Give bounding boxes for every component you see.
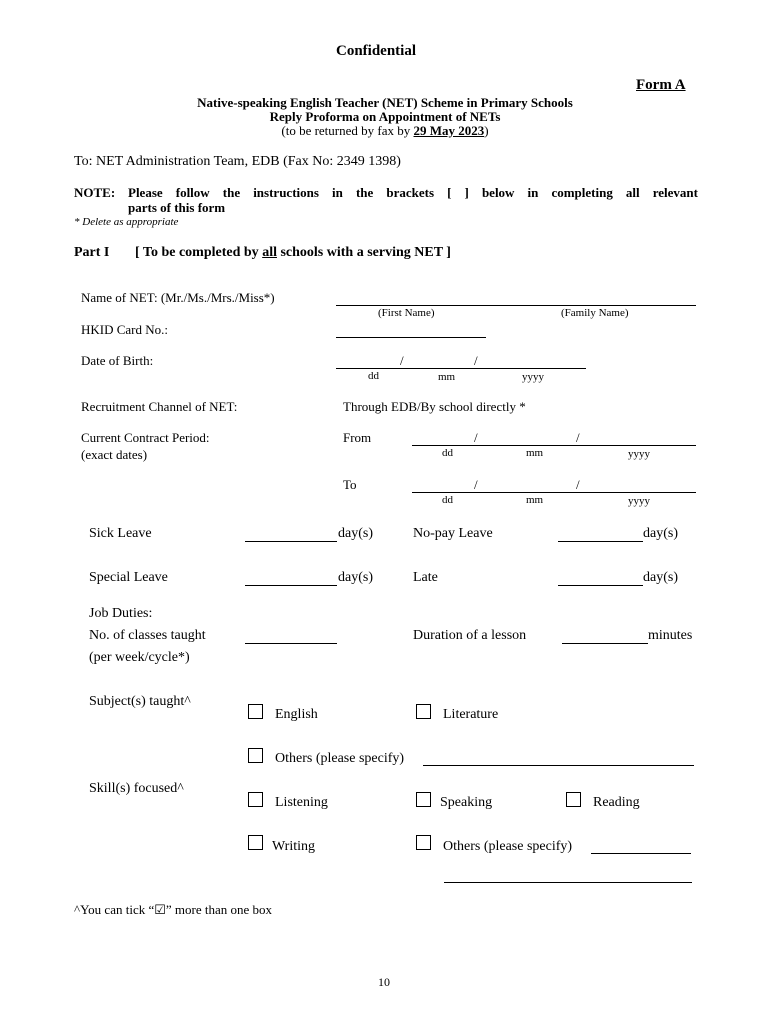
nopay-leave-input[interactable] bbox=[558, 541, 643, 542]
from-yyyy: yyyy bbox=[628, 448, 650, 460]
subject-others-checkbox[interactable] bbox=[248, 748, 263, 763]
hkid-input-line[interactable] bbox=[336, 337, 486, 338]
skills-label: Skill(s) focused^ bbox=[89, 781, 184, 796]
duration-input[interactable] bbox=[562, 643, 648, 644]
sick-leave-unit: day(s) bbox=[338, 526, 373, 541]
dob-label: Date of Birth: bbox=[81, 353, 154, 368]
delete-note: * Delete as appropriate bbox=[74, 216, 179, 228]
speaking-checkbox[interactable] bbox=[416, 792, 431, 807]
dob-dd: dd bbox=[368, 370, 379, 382]
return-suffix: ) bbox=[484, 123, 489, 138]
note-text: Please follow the instructions in the brackets [ ] below in completing all relevant bbox=[128, 185, 698, 200]
confidential-label: Confidential bbox=[336, 43, 417, 59]
dob-mm: mm bbox=[438, 371, 456, 383]
from-dd: dd bbox=[442, 447, 453, 459]
to-date-line[interactable] bbox=[412, 492, 696, 493]
family-name-caption: (Family Name) bbox=[561, 307, 629, 319]
part-instruction bbox=[135, 245, 451, 261]
subjects-label: Subject(s) taught^ bbox=[89, 694, 191, 709]
to-dd: dd bbox=[442, 494, 453, 506]
page-number: 10 bbox=[378, 975, 390, 989]
recruit-label: Recruitment Channel of NET: bbox=[81, 399, 238, 414]
from-label: From bbox=[343, 430, 372, 445]
special-leave-unit: day(s) bbox=[338, 570, 373, 585]
skill-others-input-2[interactable] bbox=[444, 882, 692, 883]
literature-label: Literature bbox=[443, 707, 499, 722]
subject-others-input[interactable] bbox=[423, 765, 694, 766]
classes-label: No. of classes taught bbox=[89, 628, 206, 643]
dob-yyyy: yyyy bbox=[522, 371, 544, 383]
skill-others-checkbox[interactable] bbox=[416, 835, 431, 850]
dob-slash-2: / bbox=[474, 353, 478, 368]
hkid-label: HKID Card No.: bbox=[81, 322, 169, 337]
sick-leave-label: Sick Leave bbox=[89, 526, 152, 541]
form-label: Form A bbox=[636, 77, 686, 93]
form-title: Native-speaking English Teacher (NET) Scheme in Primary Schools bbox=[197, 95, 573, 110]
late-label: Late bbox=[413, 570, 438, 585]
writing-checkbox[interactable] bbox=[248, 835, 263, 850]
skill-others-label: Others (please specify) bbox=[443, 839, 573, 854]
from-slash-1: / bbox=[474, 430, 478, 445]
literature-checkbox[interactable] bbox=[416, 704, 431, 719]
from-slash-2: / bbox=[576, 430, 580, 445]
reading-checkbox[interactable] bbox=[566, 792, 581, 807]
subject-others-label: Others (please specify) bbox=[275, 751, 405, 766]
reading-label: Reading bbox=[593, 795, 640, 810]
listening-label: Listening bbox=[275, 795, 328, 810]
part-instruction-prefix: [ To be completed by bbox=[135, 245, 263, 260]
dob-slash-1: / bbox=[400, 353, 404, 368]
special-leave-label: Special Leave bbox=[89, 570, 168, 585]
return-deadline bbox=[0, 123, 770, 139]
dob-input-line[interactable] bbox=[336, 368, 586, 369]
to-mm: mm bbox=[526, 494, 544, 506]
first-name-caption: (First Name) bbox=[378, 307, 435, 319]
classes-input[interactable] bbox=[245, 643, 337, 644]
footnote: ^You can tick “☑” more than one box bbox=[74, 902, 273, 917]
note-label: NOTE: bbox=[74, 185, 116, 200]
late-unit: day(s) bbox=[643, 570, 678, 585]
note-text-2: parts of this form bbox=[128, 200, 226, 215]
name-input-line[interactable] bbox=[336, 305, 696, 306]
per-week-label: (per week/cycle*) bbox=[89, 650, 190, 665]
recruit-value[interactable]: Through EDB/By school directly * bbox=[343, 399, 526, 414]
sick-leave-input[interactable] bbox=[245, 541, 337, 542]
listening-checkbox[interactable] bbox=[248, 792, 263, 807]
job-duties-label: Job Duties: bbox=[89, 606, 153, 621]
english-label: English bbox=[275, 707, 318, 722]
form-subtitle: Reply Proforma on Appointment of NETs bbox=[269, 109, 501, 124]
part-instruction-suffix: schools with a serving NET ] bbox=[276, 245, 451, 260]
to-label: To bbox=[343, 477, 357, 492]
nopay-leave-label: No-pay Leave bbox=[413, 526, 493, 541]
to-slash-1: / bbox=[474, 477, 478, 492]
part-label: Part I bbox=[74, 245, 110, 260]
from-date-line[interactable] bbox=[412, 445, 696, 446]
to-yyyy: yyyy bbox=[628, 495, 650, 507]
from-mm: mm bbox=[526, 447, 544, 459]
skill-others-input[interactable] bbox=[591, 853, 691, 854]
contract-label: Current Contract Period: bbox=[81, 430, 210, 445]
to-slash-2: / bbox=[576, 477, 580, 492]
contract-sub: (exact dates) bbox=[81, 447, 148, 462]
writing-label: Writing bbox=[272, 839, 315, 854]
late-input[interactable] bbox=[558, 585, 643, 586]
nopay-leave-unit: day(s) bbox=[643, 526, 678, 541]
special-leave-input[interactable] bbox=[245, 585, 337, 586]
duration-unit: minutes bbox=[648, 628, 693, 643]
return-date: 29 May 2023 bbox=[413, 123, 485, 138]
return-prefix: (to be returned by fax by bbox=[281, 123, 414, 138]
part-instruction-emph: all bbox=[262, 245, 277, 260]
speaking-label: Speaking bbox=[440, 795, 493, 810]
name-label: Name of NET: (Mr./Ms./Mrs./Miss*) bbox=[81, 290, 275, 305]
to-line: To: NET Administration Team, EDB (Fax No: 2349 1398) bbox=[74, 154, 401, 169]
duration-label: Duration of a lesson bbox=[413, 628, 527, 643]
english-checkbox[interactable] bbox=[248, 704, 263, 719]
